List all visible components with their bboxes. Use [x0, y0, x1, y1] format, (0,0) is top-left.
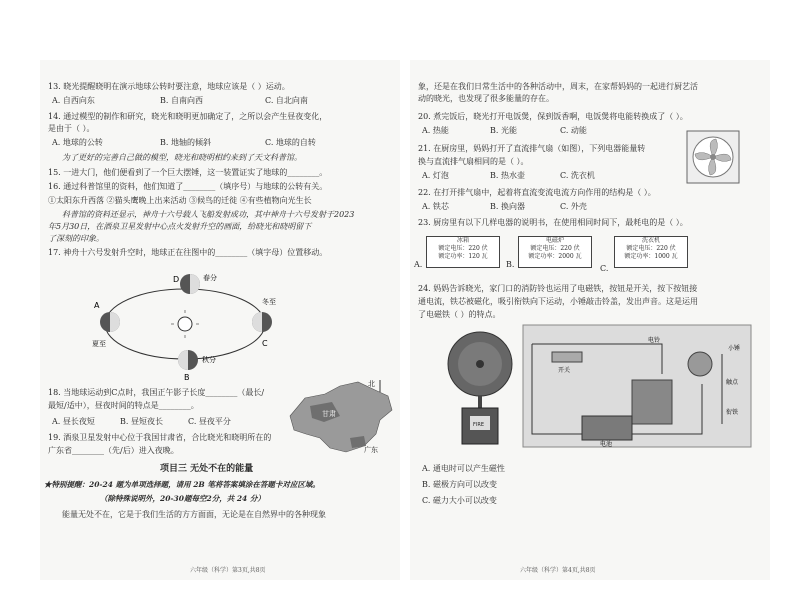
label-chunfen: 春分 — [203, 274, 217, 282]
q14-option-a: A. 地球的公转 — [52, 138, 103, 147]
appliance-letter-b: B. — [506, 260, 515, 269]
question-19: 19. 酒泉卫星发射中心位于我国甘肃省，合比晓光和晓明所在的 — [48, 433, 272, 442]
label-guangdong: 广东 — [364, 446, 378, 454]
q24-option-c: C. 磁力大小可以改变 — [422, 496, 497, 505]
q13-option-a: A. 自西向东 — [52, 96, 95, 105]
label-switch: 开关 — [558, 367, 571, 374]
question-15: 15. 一进大门，他们便看到了一个巨大摆锤，这一装置证实了地球的________。 — [48, 168, 328, 177]
fire-label: FIRE — [473, 422, 484, 428]
q24-option-a: A. 通电时可以产生磁性 — [422, 464, 505, 473]
label-bell: 电铃 — [648, 337, 661, 344]
intro-museum: 为了更好的完善自己做的模型，晓光和晓明相约来到了天文科普馆。 — [62, 153, 302, 162]
sun-icon — [178, 317, 192, 331]
q16-items: ①太阳东升西落 ②猫头鹰晚上出来活动 ③候鸟的迁徙 ④有些植物向光生长 — [48, 196, 312, 205]
section-title: 项目三 无处不在的能量 — [160, 464, 254, 474]
q13-option-c: C. 自北向南 — [265, 96, 308, 105]
bell-dome-icon — [688, 352, 712, 376]
label-c: C — [262, 339, 268, 348]
intro-launch-3: 了深刻的印象。 — [48, 234, 104, 243]
label-a: A — [94, 301, 100, 310]
question-19-cont: 广东省________（先/后）进入夜晚。 — [48, 446, 179, 455]
label-armature: 衔铁 — [726, 409, 739, 416]
appliance-letter-c: C. — [600, 264, 609, 273]
q21-option-c: C. 洗衣机 — [560, 171, 595, 180]
question-21: 21. 在厨房里，妈妈打开了直流排气扇（如图），下列电器能量转 — [418, 144, 646, 153]
intro-kitchen-1: 象，还是在我们日常生活中的各种活动中，周末，在家帮妈妈的一起进行厨艺活 — [418, 82, 698, 91]
appliance-card-induction: 电磁炉 额定电压：220 伏 额定功率：2000 瓦 — [518, 236, 592, 268]
question-17: 17. 神舟十六号发射升空时，地球正在往图中的________（填字母）位置移动。 — [48, 248, 328, 257]
label-b: B — [184, 373, 190, 382]
battery-icon — [582, 416, 632, 440]
china-outline — [290, 382, 392, 452]
q18-option-b: B. 昼短夜长 — [120, 417, 163, 426]
label-gansu: 甘肃 — [322, 410, 336, 418]
question-20: 20. 煮完饭后，晓光打开电饭煲，保到饭香啊，电饭煲将电能转换成了（ ）。 — [418, 112, 688, 121]
exhaust-fan-image — [686, 130, 740, 184]
q13-option-b: B. 自南向西 — [160, 96, 203, 105]
q21-option-b: B. 热水壶 — [490, 171, 525, 180]
label-xiazhi: 夏至 — [92, 340, 106, 348]
question-24-cont: 通电流，铁芯被磁化，吸引衔铁向下运动，小锤敲击铃盖，发出声音。这是运用 — [418, 297, 698, 306]
q18-option-a: A. 昼长夜短 — [52, 417, 95, 426]
appliance-card-washer: 洗衣机 额定电压：220 伏 额定功率：1000 瓦 — [614, 236, 688, 268]
q20-option-b: B. 光能 — [490, 126, 517, 135]
question-21-cont: 换与直流排气扇相同的是（ ）。 — [418, 157, 529, 166]
right-page-footer: 六年级（科学）第4页,共8页 — [520, 567, 596, 574]
intro-kitchen-2: 动的晓光，也发现了很多能量的存在。 — [418, 94, 554, 103]
q20-option-c: C. 动能 — [560, 126, 587, 135]
question-23: 23. 厨房里有以下几样电器的说明书，在使用相同时间下，最耗电的是（ ）。 — [418, 218, 688, 227]
q22-option-b: B. 换向器 — [490, 202, 525, 211]
label-hammer: 小锤 — [728, 345, 741, 352]
q22-option-c: C. 外壳 — [560, 202, 587, 211]
appliance-card-fridge: 冰箱 额定电压：220 伏 额定功率：120 瓦 — [426, 236, 500, 268]
label-qiufen: 秋分 — [202, 356, 216, 364]
question-16: 16. 通过科普馆里的资料，他们知道了________（填序号）与地球的公转有关。 — [48, 182, 328, 191]
question-24-cont2: 了电磁铁（ ）的特点。 — [418, 310, 501, 319]
appliance-letter-a: A. — [414, 260, 423, 269]
intro-launch-2: 年5月30日，在酒泉卫星发射中心点火发射升空的画面，给晓光和晓明留下 — [48, 222, 312, 231]
electromagnet-icon — [632, 380, 672, 424]
q14-option-c: C. 地球的自转 — [265, 138, 316, 147]
bell-circuit-image — [522, 324, 752, 448]
label-dongzhi: 冬至 — [262, 298, 276, 306]
question-14-cont: 是由于（ ）。 — [48, 124, 95, 133]
q18-option-c: C. 昼夜平分 — [188, 417, 231, 426]
left-page-footer: 六年级（科学）第3页,共8页 — [190, 567, 266, 574]
fire-bell-image — [440, 328, 520, 448]
question-14: 14. 通过模型的制作和研究，晓光和晓明更加确定了，之所以会产生昼夜变化， — [48, 112, 328, 121]
special-notice: ★特别提醒：20-24 题为单项选择题，请用 2B 笔将答案填涂在答题卡对应区域。 — [44, 480, 320, 489]
q24-option-b: B. 磁极方向可以改变 — [422, 480, 497, 489]
label-d: D — [173, 275, 180, 284]
question-13: 13. 晓光提醒晓明在演示地球公转时要注意，地球应该是（ ）运动。 — [48, 82, 290, 91]
label-power: 电池 — [600, 441, 613, 448]
q14-option-b: B. 地轴的倾斜 — [160, 138, 211, 147]
q21-option-a: A. 灯泡 — [422, 171, 449, 180]
q20-option-a: A. 热能 — [422, 126, 449, 135]
switch-icon — [552, 352, 582, 362]
intro-launch-1: 科普馆的资料还显示，神舟十六号载人飞船发射成功，其中神舟十六号发射于2023 — [62, 210, 355, 219]
q22-option-a: A. 铁芯 — [422, 202, 449, 211]
energy-intro: 能量无处不在，它是于我们生活的方方面面，无论是在自然界中的各种现象 — [62, 510, 326, 519]
question-18-cont: 最短/适中），昼夜时间的特点是________。 — [48, 401, 199, 410]
question-24: 24. 妈妈告诉晓光，家门口的消防铃也运用了电磁铁，按钮是开关，按下按钮接 — [418, 284, 698, 293]
label-north: 北 — [368, 380, 375, 388]
question-18: 18. 当地球运动到C点时，我国正午影子长度________（最长/ — [48, 388, 265, 397]
question-22: 22. 在打开排气扇中，起着将直流变流电流方向作用的结构是（ ）。 — [418, 188, 656, 197]
earth-orbit-diagram — [90, 262, 280, 382]
scoring-note: （除特殊说明外，20-30题每空2分，共 24 分） — [100, 494, 265, 503]
label-contact: 触点 — [726, 379, 739, 386]
right-page — [410, 60, 770, 580]
left-page — [40, 60, 400, 580]
china-map — [280, 376, 398, 458]
